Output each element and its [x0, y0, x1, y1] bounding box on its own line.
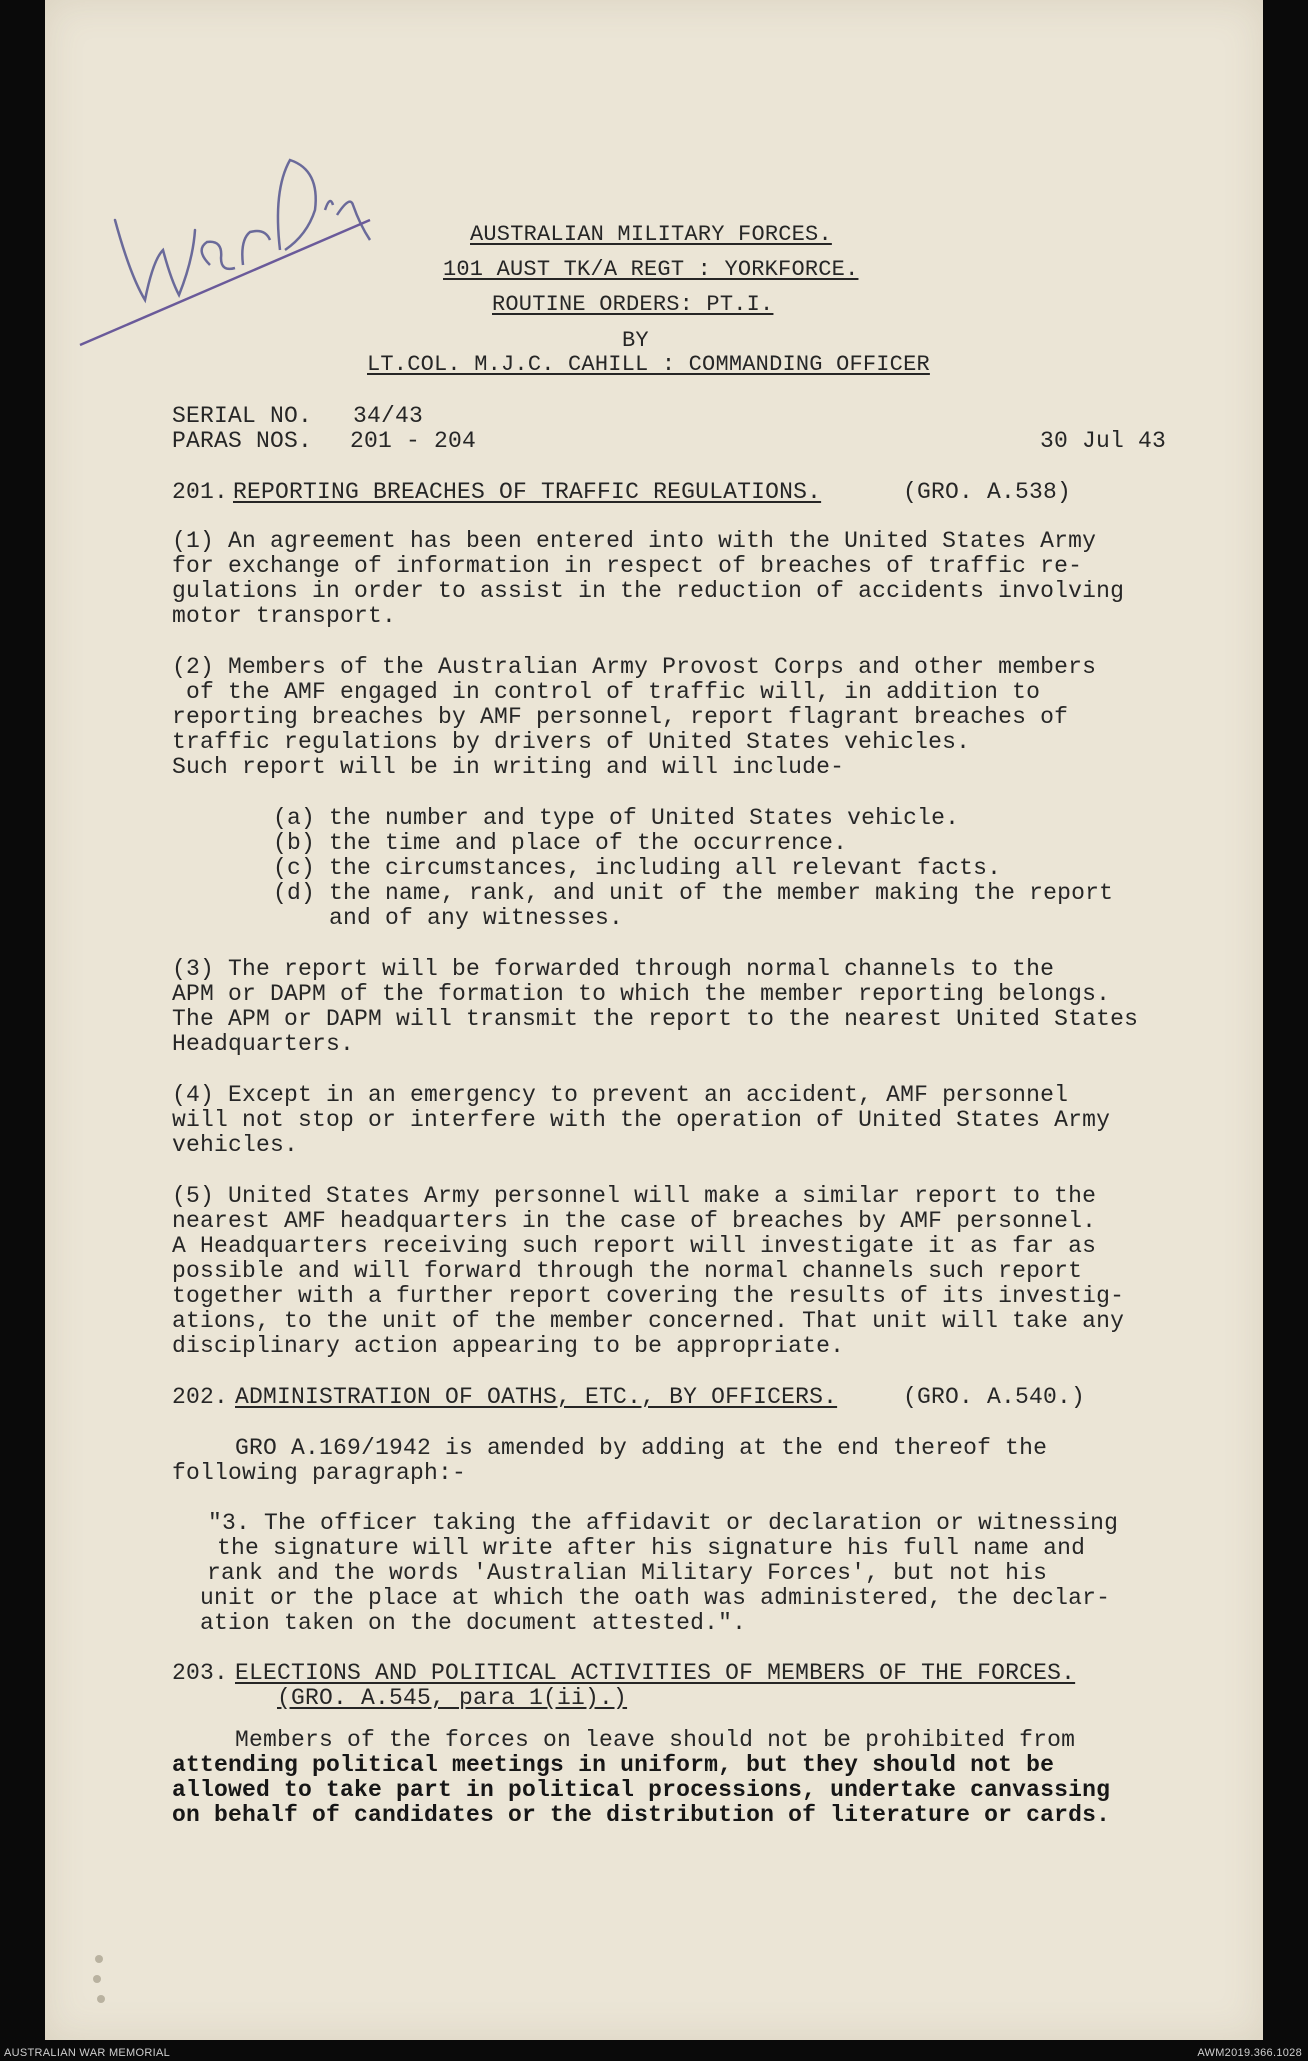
s201-list-item: (a) the number and type of United States vehicle.	[273, 805, 960, 831]
s202-quote-line: "3. The officer taking the affidavit or declaration or witnessing	[208, 1510, 1119, 1536]
section-201-ref: (GRO. A.538)	[903, 479, 1072, 505]
s201-line: ations, to the unit of the member concerned. That unit will take any	[172, 1308, 1125, 1334]
s201-list-item: (c) the circumstances, including all relevant facts.	[273, 855, 1002, 881]
paras-label: PARAS NOS.	[172, 428, 313, 454]
war-diary-handwriting	[75, 100, 375, 350]
s203-line: Members of the forces on leave should not be prohibited from	[235, 1727, 1076, 1753]
header-line-1: AUSTRALIAN MILITARY FORCES.	[470, 222, 832, 247]
s201-line: Headquarters.	[172, 1031, 355, 1057]
footer-accession-number: AWM2019.366.1028	[1197, 2047, 1302, 2059]
section-202-title: ADMINISTRATION OF OATHS, ETC., BY OFFICERS.	[235, 1384, 838, 1410]
section-201-number: 201.	[172, 479, 229, 505]
header-line-2: 101 AUST TK/A REGT : YORKFORCE.	[443, 257, 859, 282]
section-203-ref: (GRO. A.545, para 1(ii).)	[277, 1685, 628, 1711]
s201-line: (3) The report will be forwarded through normal channels to the	[172, 956, 1055, 982]
s201-line: motor transport.	[172, 603, 397, 629]
s201-line: The APM or DAPM will transmit the report to the nearest United States	[172, 1006, 1139, 1032]
s202-line: following paragraph:-	[172, 1460, 467, 1486]
s201-list-item: (d) the name, rank, and unit of the member making the report	[273, 880, 1114, 906]
header-line-4: BY	[622, 328, 649, 353]
s202-quote-line: rank and the words 'Australian Military Forces', but not his	[207, 1560, 1048, 1586]
s201-line: (2) Members of the Australian Army Provost Corps and other members	[172, 654, 1097, 680]
s201-line: APM or DAPM of the formation to which the member reporting belongs.	[172, 981, 1111, 1007]
s201-line: reporting breaches by AMF personnel, report flagrant breaches of	[172, 704, 1069, 730]
s203-line: attending political meetings in uniform, but they should not be	[172, 1752, 1055, 1778]
s201-line: of the AMF engaged in control of traffic will, in addition to	[172, 679, 1041, 705]
serial-label: SERIAL NO.	[172, 403, 313, 429]
s201-line: gulations in order to assist in the reduction of accidents involving	[172, 578, 1125, 604]
s201-line: A Headquarters receiving such report will investigate it as far as	[172, 1233, 1097, 1259]
s202-line: GRO A.169/1942 is amended by adding at the end thereof the	[235, 1435, 1048, 1461]
s203-line: on behalf of candidates or the distribution of literature or cards.	[172, 1802, 1111, 1828]
s201-line: (1) An agreement has been entered into with the United States Army	[172, 528, 1097, 554]
s202-quote-line: ation taken on the document attested.".	[200, 1610, 747, 1636]
section-201-title: REPORTING BREACHES OF TRAFFIC REGULATIONS.	[233, 479, 822, 505]
section-203-title: ELECTIONS AND POLITICAL ACTIVITIES OF MEMBERS OF THE FORCES.	[235, 1660, 1076, 1686]
s201-list-item: (b) the time and place of the occurrence.	[273, 830, 848, 856]
section-202-number: 202.	[172, 1384, 229, 1410]
s201-line: Such report will be in writing and will include-	[172, 754, 845, 780]
s203-line: allowed to take part in political processions, undertake canvassing	[172, 1777, 1111, 1803]
s202-quote-line: unit or the place at which the oath was administered, the declar-	[200, 1585, 1111, 1611]
s201-line: together with a further report covering the results of its investig-	[172, 1283, 1125, 1309]
document-date: 30 Jul 43	[1040, 428, 1167, 454]
paras-value: 201 - 204	[350, 428, 477, 454]
s201-list-item: and of any witnesses.	[273, 905, 624, 931]
s201-line: vehicles.	[172, 1132, 299, 1158]
s201-line: disciplinary action appearing to be appropriate.	[172, 1333, 845, 1359]
section-202-ref: (GRO. A.540.)	[903, 1384, 1086, 1410]
serial-value: 34/43	[353, 403, 424, 429]
section-203-number: 203.	[172, 1660, 229, 1686]
document-page	[45, 0, 1263, 2040]
s202-quote-line: the signature will write after his signature his full name and	[217, 1535, 1086, 1561]
s201-line: traffic regulations by drivers of United States vehicles.	[172, 729, 971, 755]
header-line-5: LT.COL. M.J.C. CAHILL : COMMANDING OFFICER	[367, 352, 930, 377]
s201-line: will not stop or interfere with the operation of United States Army	[172, 1107, 1111, 1133]
header-line-3: ROUTINE ORDERS: PT.I.	[492, 292, 774, 317]
s201-line: for exchange of information in respect of breaches of traffic re-	[172, 553, 1083, 579]
s201-line: (4) Except in an emergency to prevent an accident, AMF personnel	[172, 1082, 1069, 1108]
s201-line: possible and will forward through the normal channels such report	[172, 1258, 1083, 1284]
s201-line: nearest AMF headquarters in the case of breaches by AMF personnel.	[172, 1208, 1097, 1234]
footer-credit: AUSTRALIAN WAR MEMORIAL	[4, 2047, 171, 2059]
s201-line: (5) United States Army personnel will make a similar report to the	[172, 1183, 1097, 1209]
